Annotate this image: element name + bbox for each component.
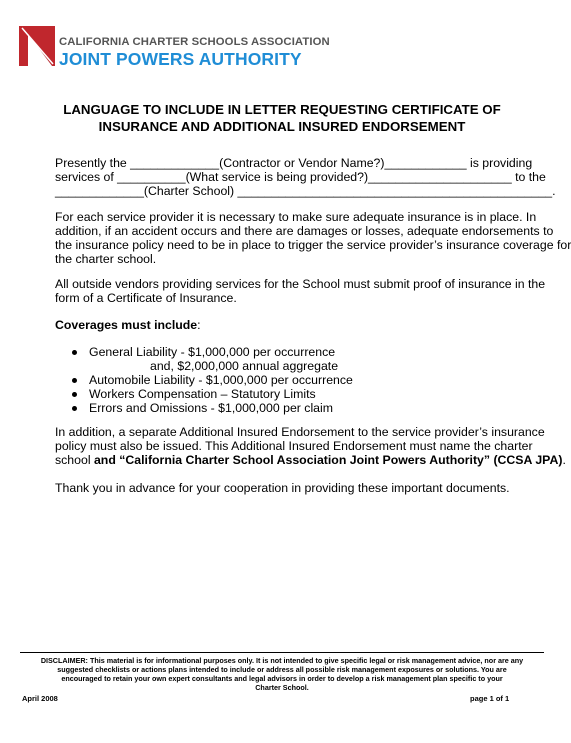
paragraph-line: _____________(Charter School) ______________________________________________. (55, 184, 556, 198)
coverages-heading (55, 318, 201, 332)
coverage-list (55, 345, 525, 415)
disclaimer-line: DISCLAIMER: This material is for informational purposes only. It is not intended to give specific legal or risk management advice, nor are any (40, 656, 524, 665)
paragraph-additional-insured (55, 425, 566, 467)
disclaimer-line: encouraged to retain your own expert consultants and legal advisors in order to develop a risk management plan specific to your (61, 674, 503, 683)
paragraph-line: Presently the _____________(Contractor or Vendor Name?)____________ is providing (55, 156, 533, 170)
paragraph-line: addition, if an accident occurs and there are damages or losses, adequate endorsements to (55, 224, 554, 238)
paragraph-thank-you (55, 481, 525, 495)
list-item-text: Automobile Liability - $1,000,000 per occurrence (89, 373, 353, 387)
paragraph-line: the charter school. (55, 252, 157, 266)
org-name-line1: CALIFORNIA CHARTER SCHOOLS ASSOCIATION (59, 36, 330, 48)
list-item-text: General Liability - $1,000,000 per occurrence (89, 345, 336, 359)
bullet-icon (72, 350, 77, 355)
disclaimer-line: suggested checklists or actions plans intended to include or address all possible risk management exposures or solutions. You are (57, 665, 507, 674)
paragraph-line: services of __________(What service is being provided?)_____________________ to the (55, 170, 546, 184)
paragraph-line: In addition, a separate Additional Insured Endorsement to the service provider’s insurance (55, 425, 545, 439)
bullet-icon (72, 392, 77, 397)
paragraph-line: form of a Certificate of Insurance. (55, 291, 237, 305)
paragraph-line: Thank you in advance for your cooperation in providing these important documents. (55, 481, 510, 495)
paragraph-line (55, 453, 566, 467)
paragraph-line: All outside vendors providing services for the School must submit proof of insurance in the (55, 277, 546, 291)
paragraph-outside-vendors (55, 277, 546, 305)
coverages-heading-text: Coverages must include (55, 318, 198, 332)
bold-text-run: and “California Charter School Association Joint Powers Authority” (CCSA JPA) (93, 453, 563, 467)
bullet-icon (72, 406, 77, 411)
disclaimer-line: Charter School. (255, 683, 309, 692)
text-run: . (562, 453, 566, 467)
list-item (55, 345, 525, 359)
list-item-text: Workers Compensation – Statutory Limits (89, 387, 316, 401)
list-item (55, 387, 525, 401)
list-item (55, 373, 525, 387)
document-title (30, 101, 534, 135)
org-name-line2: JOINT POWERS AUTHORITY (59, 49, 302, 69)
ccsa-jpa-logo (19, 26, 330, 76)
footer-page-number: page 1 of 1 (470, 694, 510, 703)
coverages-heading-colon: : (197, 318, 201, 332)
logo-mark-icon (19, 26, 55, 66)
list-item-text: Errors and Omissions - $1,000,000 per claim (89, 401, 333, 415)
text-run: school (55, 453, 94, 467)
title-line-1: LANGUAGE TO INCLUDE IN LETTER REQUESTING CERTIFICATE OF (63, 102, 501, 117)
paragraph-line: policy must also be issued. This Additional Insured Endorsement must name the charter (55, 439, 533, 453)
list-item-continuation: and, $2,000,000 annual aggregate (150, 359, 339, 373)
paragraph-line: For each service provider it is necessary to make sure adequate insurance is in place. In (55, 210, 537, 224)
list-item (55, 401, 525, 415)
paragraph-presently (55, 156, 556, 198)
footer-divider (20, 652, 544, 653)
disclaimer (21, 656, 543, 692)
title-line-2: INSURANCE AND ADDITIONAL INSURED ENDORSEMENT (98, 119, 466, 134)
bullet-icon (72, 378, 77, 383)
paragraph-line: the insurance policy need to be in place to trigger the service provider’s insurance coverage for (55, 238, 571, 252)
footer-date: April 2008 (22, 694, 58, 703)
paragraph-service-provider (55, 210, 571, 266)
